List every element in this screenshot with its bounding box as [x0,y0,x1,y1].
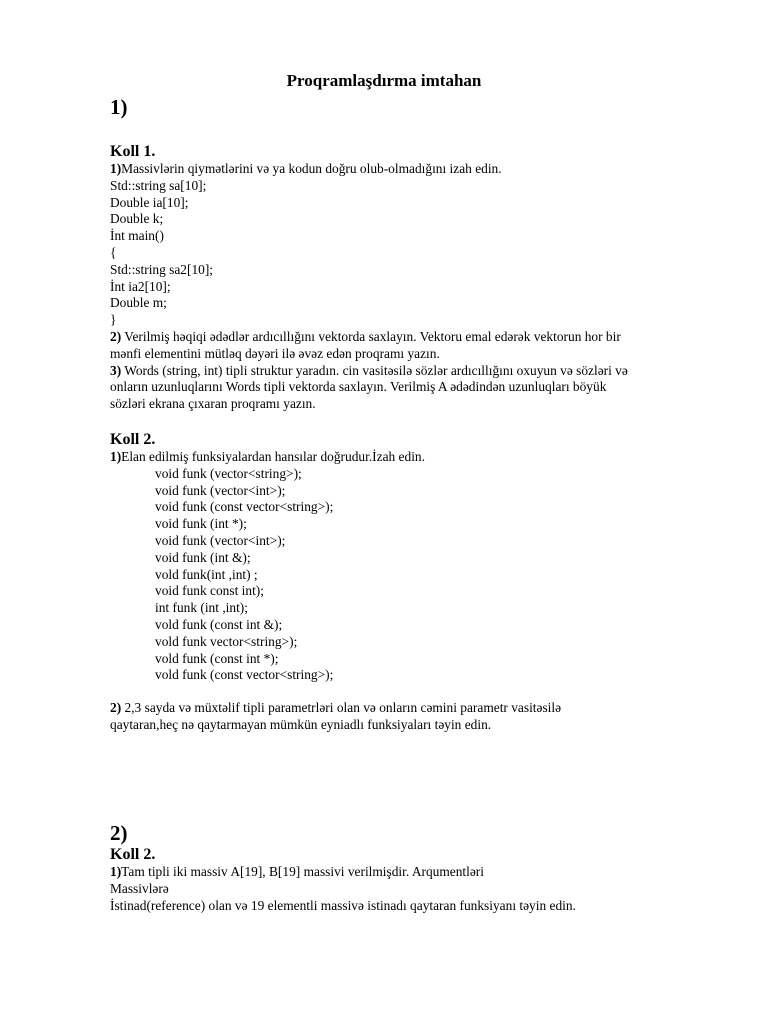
question-line: sözləri ekrana çıxaran proqramı yazın. [110,396,316,412]
code-line: void funk (const vector<string>); [155,499,334,515]
part-2-label: 2) [110,821,128,845]
question-text: Elan edilmiş funksiyalardan hansılar doğrudur.İzah edin. [121,449,425,464]
question-number: 1) [110,161,122,176]
question-line [110,363,710,380]
question-number: 3) [110,362,122,378]
question-text: Tam tipli iki massiv A[19], B[19] massivi verilmişdir. Arqumentləri [121,864,484,879]
question-line [110,700,710,717]
code-line: vold funk (const vector<string>); [155,667,334,683]
part-2-koll-2-question-1 [110,864,710,914]
code-line: vold funk (const int *); [155,650,279,666]
code-line: vold funk(int ,int) ; [155,566,258,582]
question-line: Massivlərə [110,880,169,896]
code-line: void funk (int &); [155,549,251,565]
code-line: Double k; [110,211,164,227]
code-line: int funk (int ,int); [155,600,248,616]
question-text: Massivlərin qiymətlərini və ya kodun doğru olub-olmadığını izah edin. [121,161,502,176]
koll-2-heading: Koll 2. [110,431,156,448]
part-2-koll-2-heading: Koll 2. [110,846,156,863]
question-line [110,449,710,466]
code-line: İnt ia2[10]; [110,278,171,294]
code-line: void funk (vector<string>); [155,465,302,481]
question-line: onların uzunluqlarını Words tipli vektorda saxlayın. Verilmiş A ədədindən uzunluqları böyük [110,379,607,395]
question-number: 2) [110,700,122,715]
code-line: Double m; [110,295,167,311]
code-line: Std::string sa[10]; [110,177,207,193]
koll-2-question-1 [110,449,710,684]
code-line: Double ia[10]; [110,194,189,210]
code-line: vold funk vector<string>); [155,633,298,649]
code-line: void funk (vector<int>); [155,482,286,498]
question-text: 2,3 sayda və müxtəlif tipli parametrləri olan və onların cəmini parametr vasitəsilə [124,700,562,715]
koll-2-question-2 [110,700,710,734]
page-title: Proqramlaşdırma imtahan [286,71,482,90]
code-line: { [110,244,117,260]
koll-1-heading: Koll 1. [110,143,156,160]
question-line [110,161,710,178]
part-1-label: 1) [110,95,128,119]
question-line [110,864,710,881]
question-number: 1) [110,449,122,464]
question-text: Words (string, int) tipli struktur yaradın. cin vasitəsilə sözlər ardıcıllığını oxuyun və sözləri və [124,362,628,378]
code-line: void funk const int); [155,583,264,599]
question-number: 2) [110,328,122,344]
koll-1-question-1 [110,161,710,413]
question-text: Verilmiş həqiqi ədədlər ardıcıllığını vektorda saxlayın. Vektoru emal edərək vektorun hor bir [124,328,621,344]
question-line: İstinad(reference) olan və 19 elementli massivə istinadı qaytaran funksiyanı təyin edin. [110,897,576,913]
code-line: vold funk (const int &); [155,616,283,632]
question-number: 1) [110,864,122,879]
question-line [110,329,710,346]
code-line: } [110,312,117,328]
code-line: void funk (vector<int>); [155,532,286,548]
question-line: qaytaran,heç nə qaytarmayan mümkün eyniadlı funksiyaları təyin edin. [110,716,492,732]
question-line: mənfi elementini mütləq dəyəri ilə əvəz edən proqramı yazın. [110,345,440,361]
code-line: void funk (int *); [155,516,247,532]
code-line: İnt main() [110,228,164,244]
code-line: Std::string sa2[10]; [110,261,214,277]
